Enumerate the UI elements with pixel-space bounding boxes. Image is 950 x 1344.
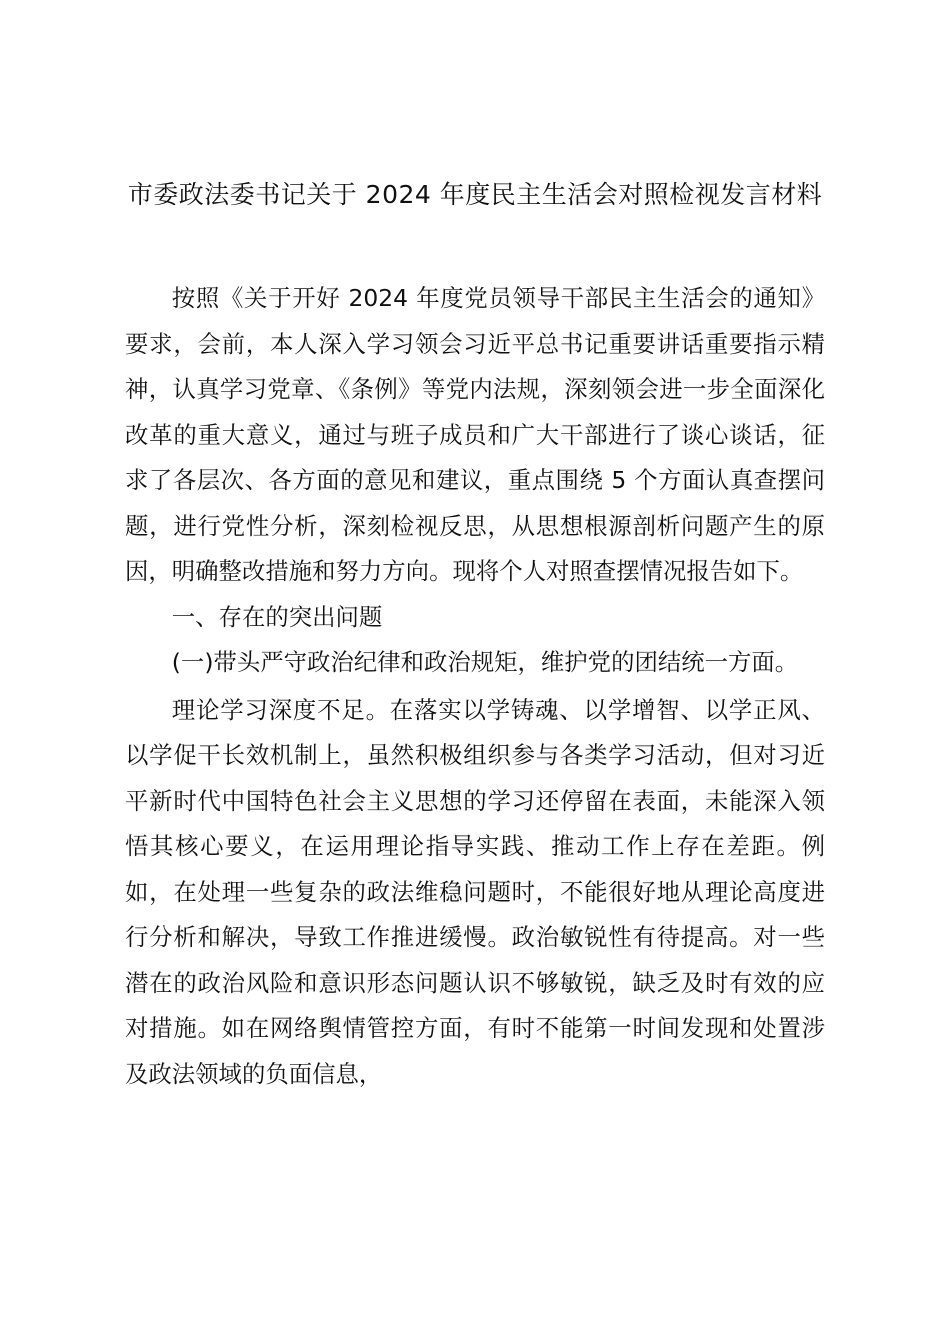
document-title: 市委政法委书记关于 2024 年度民主生活会对照检视发言材料	[127, 180, 823, 209]
intro-paragraph: 按照《关于开好 2024 年度党员领导干部民主生活会的通知》要求，会前，本人深入学习领会习近平总书记重要讲话重要指示精神，认真学习党章、《条例》等党内法规，深刻领会进一步全面深化改革的重大意义，通过与班子成员和广大干部进行了谈心谈话，征求了各层次、各方面的意见和建议，重点围绕 5 个方面认真查摆问题，进行党性分析，深刻检视反思，从思想根源剖析问题产生的原因，明确整改措施和努力方向。现将个人对照查摆情况报告如下。	[125, 284, 825, 585]
subsection-heading: (一)带头严守政治纪律和政治规矩，维护党的团结统一方面。	[171, 648, 799, 676]
body-paragraph: 理论学习深度不足。在落实以学铸魂、以学增智、以学正风、以学促干长效机制上，虽然积极组织参与各类学习活动，但对习近平新时代中国特色社会主义思想的学习还停留在表面，未能深入领悟其核心要义，在运用理论指导实践、推动工作上存在差距。例如，在处理一些复杂的政法维稳问题时，不能很好地从理论高度进行分析和解决，导致工作推进缓慢。政治敏锐性有待提高。对一些潜在的政治风险和意识形态问题认识不够敏锐，缺乏及时有效的应对措施。如在网络舆情管控方面，有时不能第一时间发现和处置涉及政法领域的负面信息，	[125, 695, 825, 1088]
document-body	[125, 276, 825, 1097]
section-heading: 一、存在的突出问题	[171, 602, 383, 631]
